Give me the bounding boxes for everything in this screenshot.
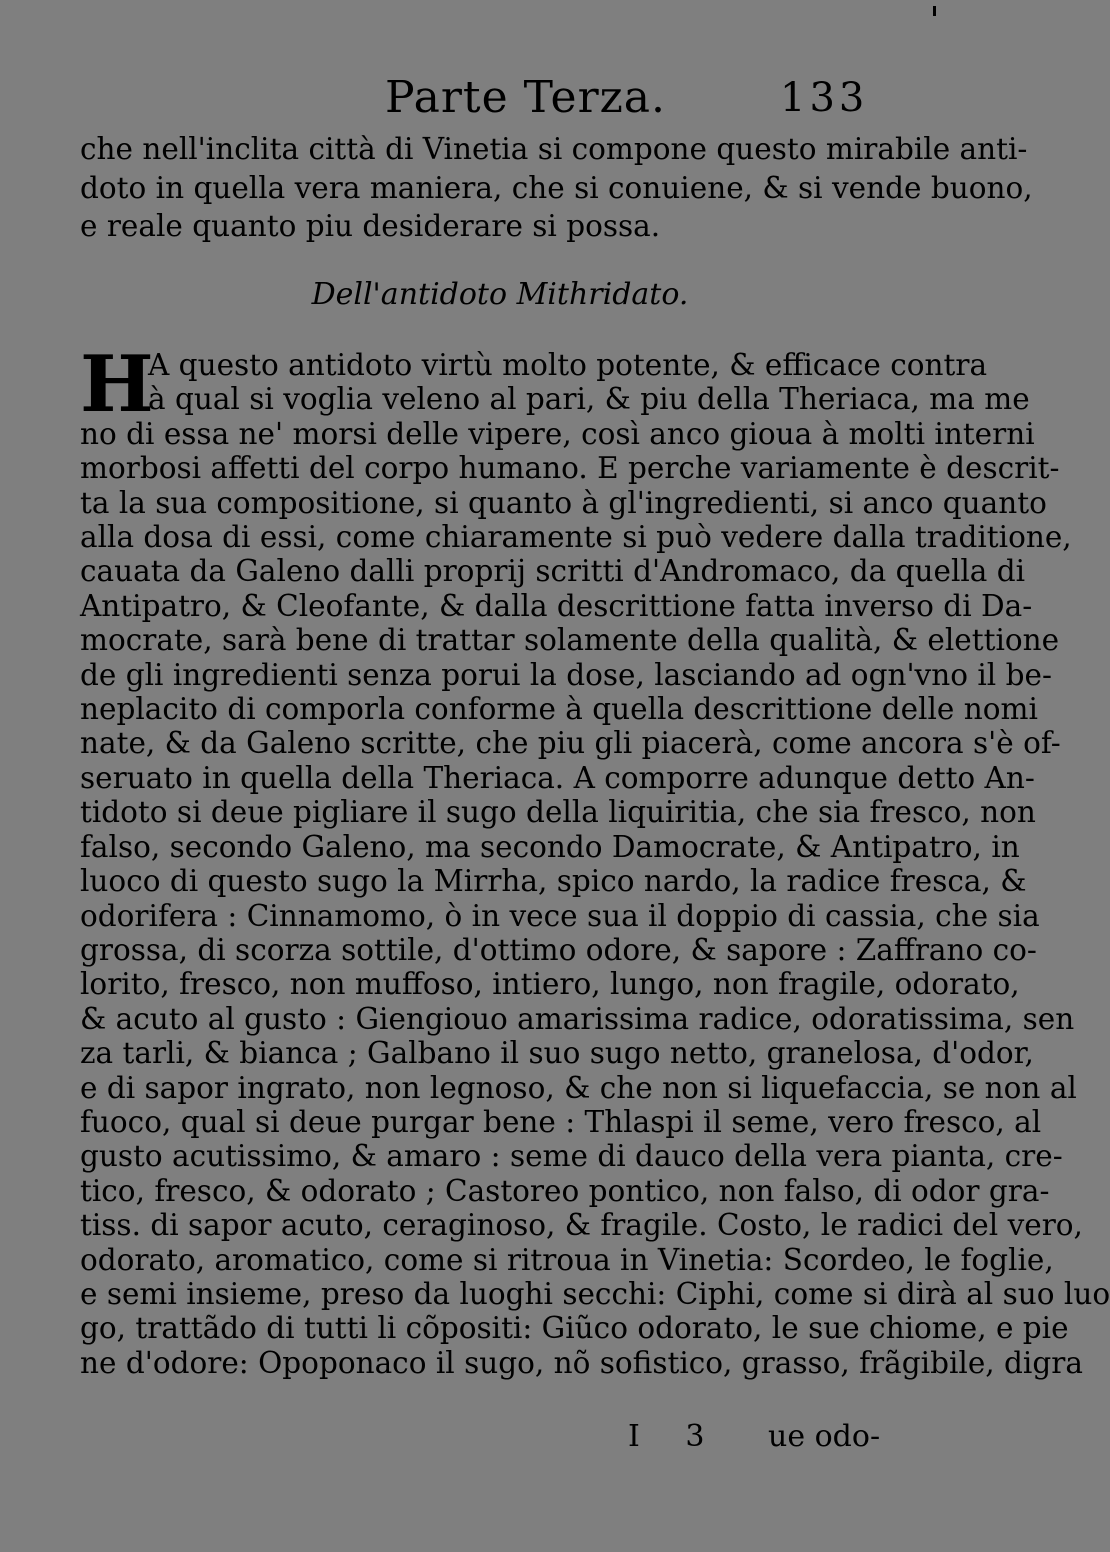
page-header (0, 68, 1000, 128)
page-number: 133 (780, 75, 869, 121)
signature-mark: I 3 (628, 1419, 723, 1454)
text-line: tiss. di sapor acuto, ceraginoso, & fragile. Costo, le radici del vero, (80, 1208, 1083, 1243)
drop-cap-block (80, 339, 1030, 430)
text-line: falso, secondo Galeno, ma secondo Damocrate, & Antipatro, in (80, 829, 1020, 864)
ink-mark (933, 6, 936, 16)
section-title: Dell'antidoto Mithridato. (311, 277, 689, 312)
text-line: grossa, di scorza sottile, d'ottimo odore, & sapore : Zaffrano co- (80, 932, 1037, 967)
running-head: Parte Terza. (385, 72, 667, 123)
text-line: luoco di questo sugo la Mirrha, spico nardo, la radice fresca, & (80, 864, 1027, 899)
text-line: cauata da Galeno dalli proprij scritti d'Andromaco, da quella di (80, 554, 1026, 589)
text-line: odorifera : Cinnamomo, ò in vece sua il doppio di cassia, che sia (80, 898, 1040, 933)
text-line: Antipatro, & Cleofante, & dalla descrittione fatta inverso di Da- (80, 588, 1033, 623)
text-line: & acuto al gusto : Giengiouo amarissima radice, odoratissima, sen (80, 1001, 1075, 1036)
body-paragraph (80, 339, 1110, 1380)
page-footer (0, 1412, 1000, 1462)
text-line: ta la sua compositione, si quanto à gl'ingredienti, si anco quanto (80, 485, 1047, 520)
text-line: neplacito di comporla conforme à quella descrittione delle nomi (80, 692, 1038, 727)
text-line: morbosi affetti del corpo humano. E perche variamente è descrit- (80, 451, 1060, 486)
intro-paragraph (80, 130, 1033, 246)
text-line: tidoto si deue pigliare il sugo della liquiritia, che sia fresco, non (80, 795, 1036, 830)
text-line: alla dosa di essi, come chiaramente si può vedere dalla traditione, (80, 520, 1072, 555)
text-line: che nell'inclita città di Vinetia si compone questo mirabile anti- (80, 132, 1028, 166)
text-line: za tarli, & bianca ; Galbano il suo sugo netto, granelosa, d'odor, (80, 1036, 1034, 1071)
text-line: à qual si voglia veleno al pari, & piu della Theriaca, ma me (148, 382, 1030, 417)
text-line: A questo antidoto virtù molto potente, & efficace contra (148, 348, 988, 382)
text-line: e di sapor ingrato, non legnoso, & che non si liquefaccia, se non al (80, 1070, 1077, 1105)
text-line: de gli ingredienti senza porui la dose, lasciando ad ogn'vno il be- (80, 657, 1052, 692)
catchword: ue odo- (768, 1419, 881, 1454)
text-line: go, trattãdo di tutti li cõpositi: Giũco odorato, le sue chiome, e pie (80, 1311, 1069, 1346)
text-line: e semi insieme, preso da luoghi secchi: Ciphi, come si dirà al suo luo (80, 1276, 1110, 1311)
text-line: no di essa ne' morsi delle vipere, così anco gioua à molti interni (80, 416, 1035, 451)
text-line: lorito, fresco, non muffoso, intiero, lungo, non fragile, odorato, (80, 967, 1020, 1002)
text-line: e reale quanto piu desiderare si possa. (80, 209, 661, 243)
text-line: ne d'odore: Opoponaco il sugo, nõ sofistico, grasso, frãgibile, digra (80, 1345, 1083, 1380)
text-line: gusto acutissimo, & amaro : seme di dauco della vera pianta, cre- (80, 1139, 1063, 1174)
drop-cap: H (80, 339, 154, 430)
text-line: doto in quella vera maniera, che si conuiene, & si vende buono, (80, 170, 1033, 205)
text-line: fuoco, qual si deue purgar bene : Thlaspi il seme, vero fresco, al (80, 1104, 1042, 1139)
text-line: tico, fresco, & odorato ; Castoreo pontico, non falso, di odor gra- (80, 1173, 1050, 1208)
text-line: mocrate, sarà bene di trattar solamente della qualità, & elettione (80, 623, 1060, 658)
text-line: seruato in quella della Theriaca. A comporre adunque detto An- (80, 760, 1035, 795)
text-line: odorato, aromatico, come si ritroua in Vinetia: Scordeo, le foglie, (80, 1242, 1054, 1277)
text-line: nate, & da Galeno scritte, che piu gli piacerà, come ancora s'è of- (80, 726, 1061, 761)
